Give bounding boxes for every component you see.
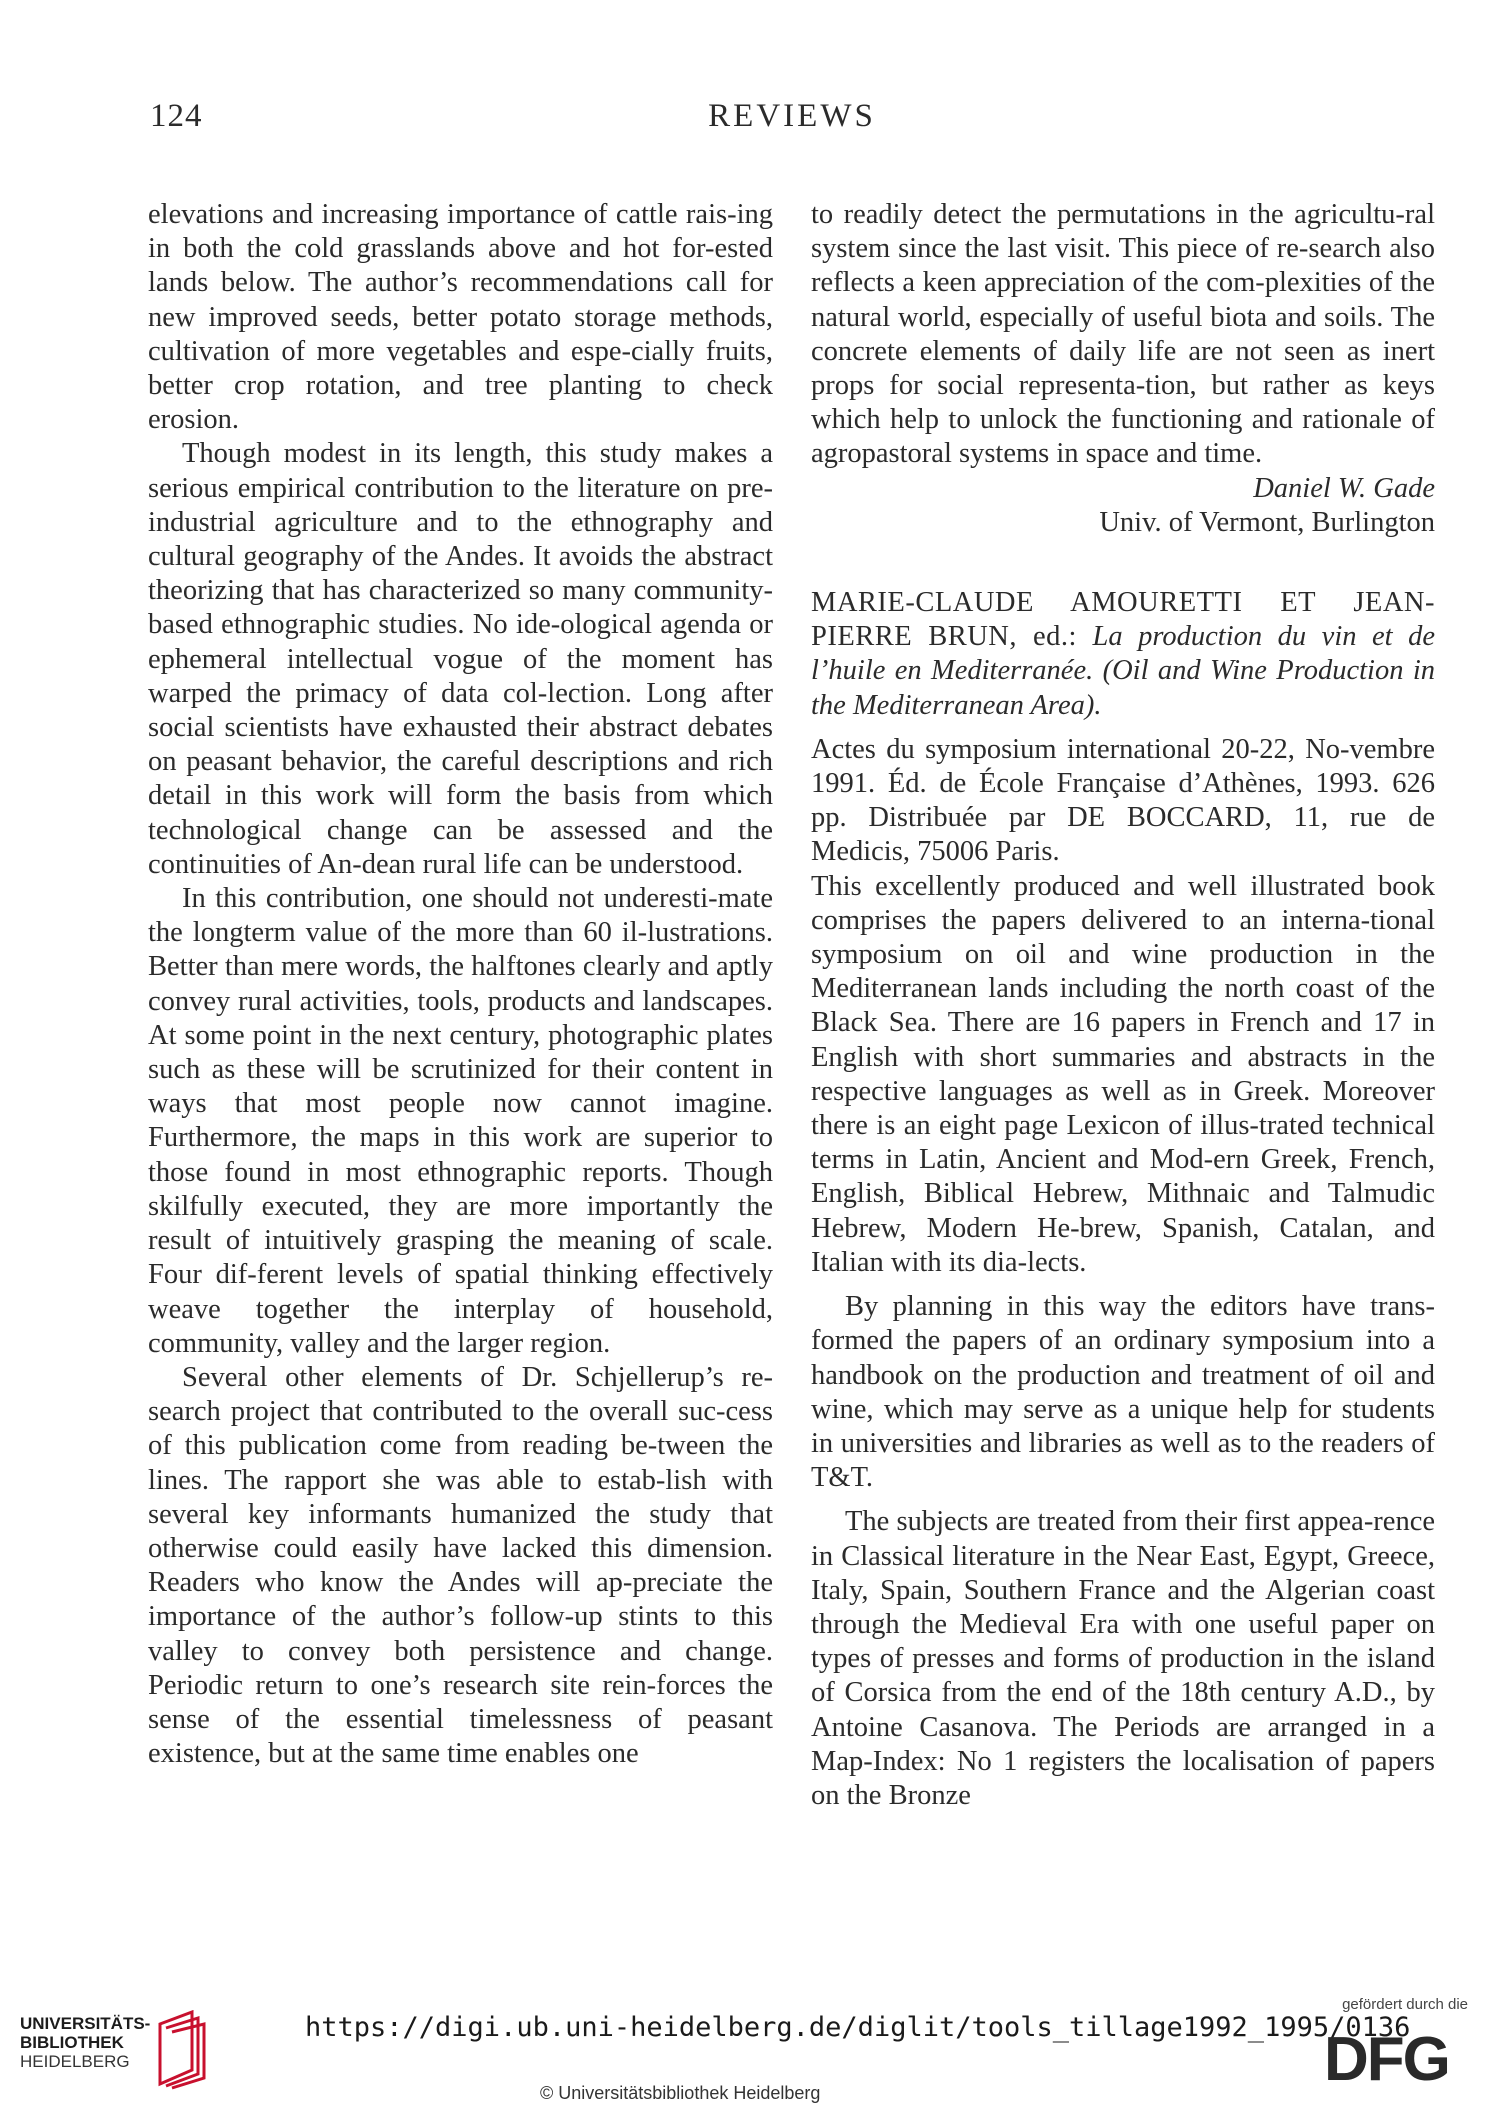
paragraph: This excellently produced and well illustrated book comprises the papers delivered to an interna-tional symposium on oil and wine production in the Mediterranean lands including the north coast of the Black Sea. There are 16 papers in French and 17 in English with short summaries and abstracts in the respective languages as well as in Greek. Moreover there is an eight page Lexicon of illus-trated technical terms in Latin, Ancient and Mod-ern Greek, French, English, Biblical Hebrew, Mithnaic and Talmudic Hebrew, Modern He-brew, Spanish, Catalan, and Italian with its dia-lects. [811, 870, 1435, 1278]
paragraph: to readily detect the permutations in the agricultu-ral system since the last visit. This piece of re-search also reflects a keen appreciation of the com-plexities of the natural world, especially of useful biota and soils. The concrete elements of daily life are not seen as inert props for social representa-tion, but rather as keys which help to unlock the functioning and rationale of agropastoral systems in space and time. [811, 199, 1435, 470]
library-name-line: UNIVERSITÄTS- [20, 2014, 151, 2033]
paragraph: In this contribution, one should not underesti-mate the longterm value of the more than 60 il-lustrations. Better than mere words, the halftones clearly and aptly convey rural activities, tools, products and landscapes. At some point in the next century, photographic plates such as these will be scrutinized for their content in ways that most people now cannot imagine. Furthermore, the maps in this work are superior to those found in most ethnographic reports. Though skilfully executed, they are more importantly the result of intuitively grasping the meaning of scale. Four dif-ferent levels of spatial thinking effectively weave together the interplay of household, community, valley and the larger region. [148, 883, 773, 1359]
digitization-footer [0, 1980, 1491, 2126]
right-column [811, 198, 1435, 1813]
svg-text:DFG: DFG [1324, 2028, 1449, 2088]
book-authors: MARIE-CLAUDE AMOURETTI ET JEAN-PIERRE BRUN, ed.: [811, 587, 1435, 653]
paragraph: Several other elements of Dr. Schjellerup’s re-search project that contributed to the overall suc-cess of this publication come from reading be-tween the lines. The rapport she was able to estab-lish with several key informants humanized the study that otherwise could easily have lacked this dimension. Readers who know the Andes will ap-preciate the importance of the author’s follow-up stints to this valley to convey both persistence and change. Periodic return to one’s research site rein-forces the sense of the essential timelessness of peasant existence, but at the same time enables one [148, 1361, 773, 1770]
reviewer-affiliation: Univ. of Vermont, Burlington [1099, 506, 1435, 538]
page-number: 124 [150, 98, 203, 134]
dfg-logo-icon [1324, 2028, 1468, 2088]
reviewer-name: Daniel W. Gade [1253, 472, 1435, 504]
copyright-notice: © Universitätsbibliothek Heidelberg [540, 2083, 821, 2103]
permalink-url[interactable]: https://digi.ub.uni-heidelberg.de/diglit/tools_tillage1992_1995/0136 [305, 2012, 1411, 2043]
running-head [150, 98, 1434, 148]
paragraph: Though modest in its length, this study makes a serious empirical contribution to the literature on pre-industrial agriculture and to the ethnography and cultural geography of the Andes. It avoids the abstract theorizing that has characterized so many community-based ethnographic studies. No ide-ological agenda or ephemeral intellectual vogue of the moment has warped the primacy of data col-lection. Long after social scientists have exhausted their abstract debates on peasant behavior, the careful descriptions and rich detail in this work will form the basis from which technological change can be assessed and the continuities of An-dean rural life can be understood. [148, 438, 773, 880]
left-column [148, 198, 773, 1771]
paragraph: elevations and increasing importance of cattle rais-ing in both the cold grasslands above and hot for-ested lands below. The author’s recommendations call for new improved seeds, better potato storage methods, cultivation of more vegetables and espe-cially fruits, better crop rotation, and tree planting to check erosion. [148, 199, 773, 436]
book-details: Actes du symposium international 20-22, No-vembre 1991. Éd. de École Française d’Athènes, 1993. 626 pp. Distribuée par DE BOCCARD, 11, rue de Medicis, 75006 Paris. [811, 733, 1435, 868]
funder-caption: gefördert durch die [1342, 1996, 1468, 2013]
reviewer-signature [811, 472, 1435, 540]
section-title: REVIEWS [708, 98, 876, 134]
paragraph: The subjects are treated from their first appea-rence in Classical literature in the Near East, Egypt, Greece, Italy, Spain, Southern France and the Algerian coast through the Medieval Era with one useful paper on types of presses and forms of production in the island of Corsica from the end of the 18th century A.D., by Antoine Casanova. The Periods are arranged in a Map-Index: No 1 registers the localisation of papers on the Bronze [811, 1506, 1435, 1811]
book-title: La production du vin et de l’huile en Mediterranée. (Oil and Wine Production in the Mediterranean Area). [811, 621, 1436, 721]
library-logo [20, 2010, 220, 2100]
book-heading [811, 586, 1435, 723]
library-name-line: HEIDELBERG [20, 2052, 130, 2071]
paragraph: By planning in this way the editors have trans-formed the papers of an ordinary symposium into a handbook on the production and treatment of oil and wine, which may serve as a unique help for students in universities and libraries as well as to the readers of T&T. [811, 1291, 1435, 1494]
library-name [20, 2014, 150, 2071]
library-name-line: BIBLIOTHEK [20, 2033, 124, 2052]
library-mark-icon [152, 2010, 212, 2090]
funder-block [1318, 1996, 1468, 2106]
